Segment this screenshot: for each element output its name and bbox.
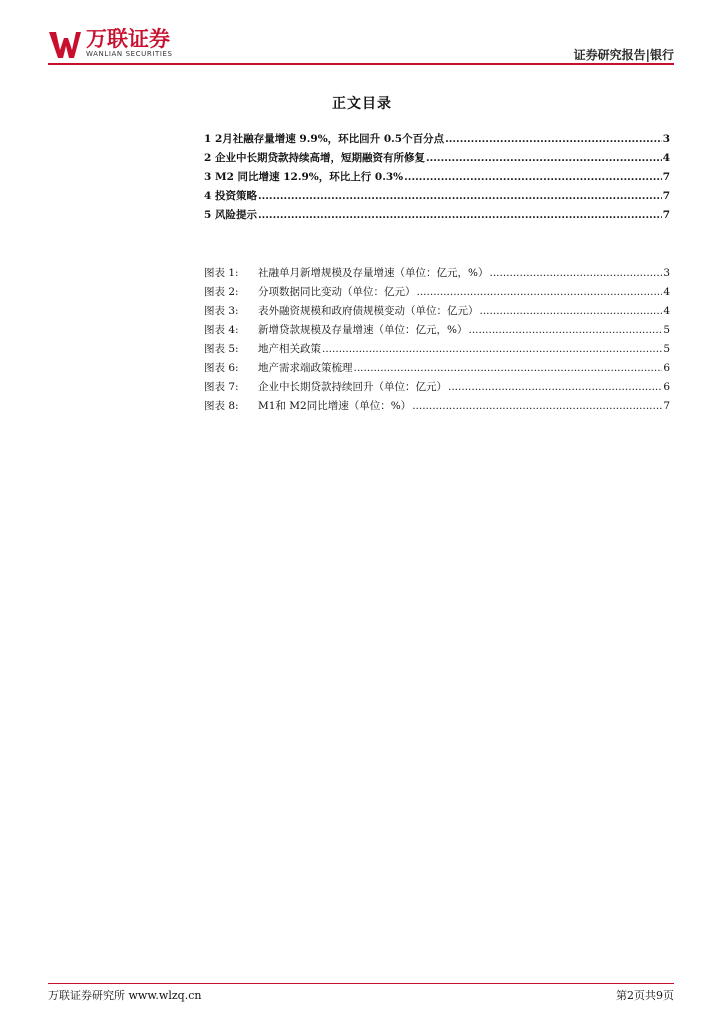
footer-source: 万联证券研究所 www.wlzq.cn [48,989,202,1002]
toc-entry-text: 4 投资策略 [204,190,257,202]
figure-page: 6 [663,362,670,374]
toc-list [204,131,670,226]
figure-page: 5 [663,324,670,336]
toc-entry-text: 5 风险提示 [204,209,257,221]
figure-title: 地产需求端政策梳理 [258,362,353,374]
toc-entry[interactable] [204,131,670,150]
leader-dots [354,362,663,374]
toc-title: 正文目录 [332,96,392,112]
leader-dots [468,324,662,336]
page-number: 第2页共9页 [616,989,674,1002]
figure-entry[interactable] [204,303,670,322]
figure-label: 图表 3: [204,305,239,317]
figure-entry[interactable] [204,360,670,379]
figure-label: 图表 1: [204,267,239,279]
company-logo [48,28,173,62]
figure-list [204,265,670,417]
page-header [48,28,674,64]
figure-title: 社融单月新增规模及存量增速（单位：亿元，%） [258,267,489,279]
toc-entry[interactable] [204,188,670,207]
leader-dots [426,152,662,164]
figure-title: 地产相关政策 [258,343,321,355]
figure-title: M1和 M2同比增速（单位：%） [258,400,412,412]
figure-page: 5 [663,343,670,355]
toc-entry-text: 1 2月社融存量增速 9.9%，环比回升 0.5个百分点 [204,133,445,145]
figure-title: 分项数据同比变动（单位：亿元） [258,286,416,298]
leader-dots [417,286,663,298]
toc-entry-page: 7 [662,190,670,202]
header-divider [48,63,674,65]
figure-entry[interactable] [204,322,670,341]
toc-entry[interactable] [204,150,670,169]
figure-label: 图表 4: [204,324,239,336]
figure-page: 4 [663,286,670,298]
toc-entry-page: 7 [662,209,670,221]
logo-english-name: WANLIAN SECURITIES [86,50,173,58]
figure-entry[interactable] [204,284,670,303]
leader-dots [322,343,662,355]
leader-dots [404,171,662,183]
footer-divider [48,983,674,984]
leader-dots [258,209,662,221]
toc-entry[interactable] [204,207,670,226]
figure-title: 表外融资规模和政府债规模变动（单位：亿元） [258,305,479,317]
toc-entry-page: 3 [662,133,670,145]
toc-entry-page: 7 [662,171,670,183]
leader-dots [258,190,662,202]
logo-chinese-name: 万联证券 [86,27,170,51]
leader-dots [480,305,663,317]
leader-dots [448,381,662,393]
figure-page: 7 [663,400,670,412]
figure-page: 3 [663,267,670,279]
report-type: 证券研究报告|银行 [573,48,674,62]
leader-dots [489,267,662,279]
figure-label: 图表 6: [204,362,239,374]
figure-entry[interactable] [204,265,670,284]
toc-entry-page: 4 [662,152,670,164]
figure-page: 6 [663,381,670,393]
figure-label: 图表 8: [204,400,239,412]
figure-entry[interactable] [204,341,670,360]
figure-entry[interactable] [204,398,670,417]
toc-entry[interactable] [204,169,670,188]
leader-dots [445,133,662,145]
figure-title: 新增贷款规模及存量增速（单位：亿元，%） [258,324,468,336]
figure-title: 企业中长期贷款持续回升（单位：亿元） [258,381,447,393]
figure-page: 4 [663,305,670,317]
leader-dots [412,400,662,412]
figure-label: 图表 7: [204,381,239,393]
wanlian-w-logo-icon [48,28,82,62]
toc-entry-text: 2 企业中长期贷款持续高增，短期融资有所修复 [204,152,425,164]
toc-entry-text: 3 M2 同比增速 12.9%，环比上行 0.3% [204,171,404,183]
figure-label: 图表 2: [204,286,239,298]
figure-entry[interactable] [204,379,670,398]
figure-label: 图表 5: [204,343,239,355]
